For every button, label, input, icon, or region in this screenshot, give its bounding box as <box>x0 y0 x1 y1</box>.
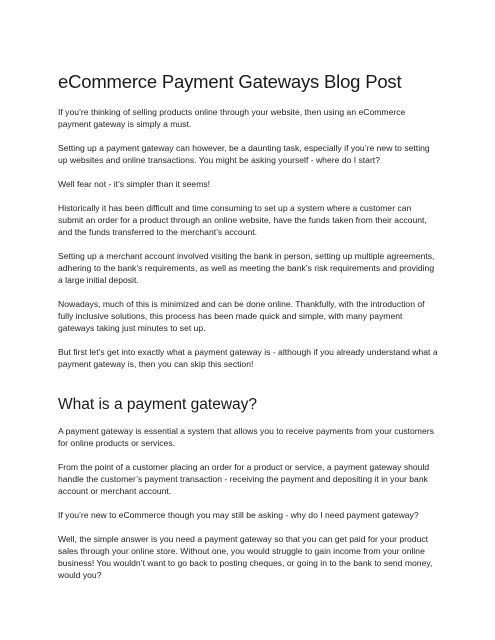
paragraph: But first let’s get into exactly what a payment gateway is - although if you already understand what a payment gateway is, then you can skip this section! <box>58 347 438 369</box>
paragraph: Well, the simple answer is you need a payment gateway so that you can get paid for your product sales through your online store. Without one, you would struggle to gain income from your online business! You wouldn’t want to go back to posting cheques, or going in to the bank to send money, would you? <box>58 534 433 580</box>
paragraph: Setting up a merchant account involved visiting the bank in person, setting up multiple agreements, adhering to the bank’s requirements, as well as meeting the bank’s risk requirements and providing a large initial deposit. <box>58 251 435 285</box>
paragraph: If you’re new to eCommerce though you may still be asking - why do I need payment gateway? <box>58 510 419 520</box>
section-heading: What is a payment gateway? <box>58 396 258 413</box>
page-title: eCommerce Payment Gateways Blog Post <box>58 71 402 92</box>
paragraph: Historically it has been difficult and time consuming to set up a system where a customer can submit an order for a product through an online website, have the funds taken from their account, and the funds transferred to the merchant’s account. <box>58 203 427 237</box>
paragraph: If you’re thinking of selling products online through your website, then using an eCommerce payment gateway is simply a must. <box>58 107 406 129</box>
paragraph: Setting up a payment gateway can however, be a daunting task, especially if you’re new to setting up websites and online transactions. You might be asking yourself - where do I start? <box>58 143 430 165</box>
paragraph: From the point of a customer placing an order for a product or service, a payment gateway should handle the customer’s payment transaction - receiving the payment and depositing it in your bank account or merchant account. <box>58 462 430 496</box>
paragraph: Well fear not - it’s simpler than it seems! <box>58 179 211 189</box>
document-body <box>58 70 438 593</box>
paragraph: Nowadays, much of this is minimized and can be done online. Thankfully, with the introduction of fully inclusive solutions, this process has been made quick and simple, with many payment gateways taking just minutes to set up. <box>58 299 425 333</box>
paragraph: A payment gateway is essential a system that allows you to receive payments from your customers for online products or services. <box>58 426 434 448</box>
